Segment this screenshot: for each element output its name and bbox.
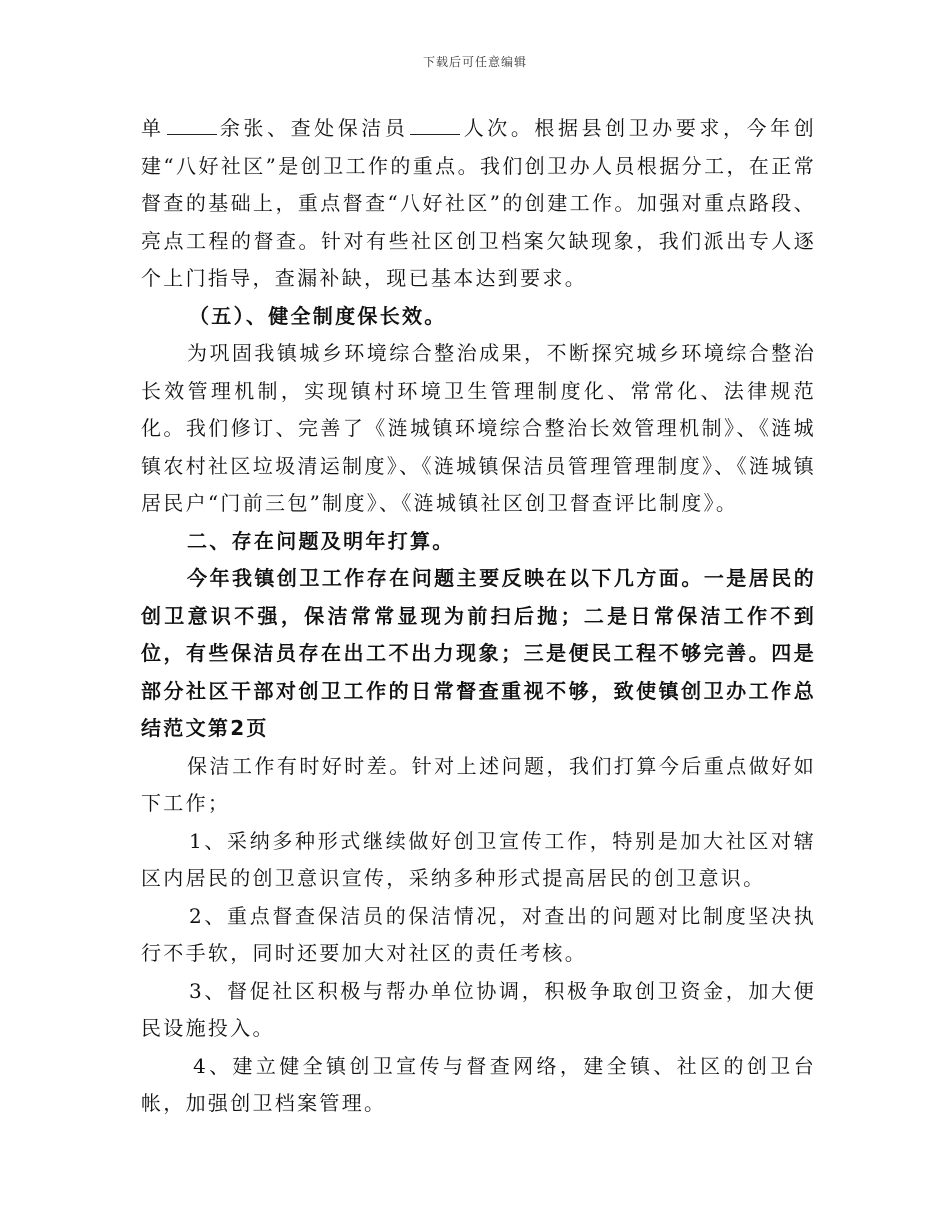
list-item-2: 2、重点督查保洁员的保洁情况，对查出的问题对比制度坚决执行不手软，同时还要加大对社区的责任考核。 — [141, 903, 816, 965]
list-item-1: 1、采纳多种形式继续做好创卫宣传工作，特别是加大社区对辖区内居民的创卫意识宣传，采纳多种形式提高居民的创卫意识。 — [141, 828, 816, 890]
paragraph-plan: 保洁工作有时好时差。针对上述问题，我们打算今后重点做好如下工作； — [141, 753, 816, 815]
document-body — [141, 110, 816, 1123]
section-heading-2: 二、存在问题及明年打算。 — [187, 528, 455, 553]
paragraph-system: 为巩固我镇城乡环境综合整治成果，不断探究城乡环境综合整治长效管理机制，实现镇村环境卫生管理制度化、常常化、法律规范化。我们修订、完善了《涟城镇环境综合整治长效管理机制》、《涟城镇农村社区垃圾清运制度》、《涟城镇保洁员管理管理制度》、《涟城镇居民户“门前三包”制度》、《涟城镇社区创卫督查评比制度》。 — [141, 341, 816, 515]
text-segment: 人次。根据县创卫办要求，今年创建“八好社区”是创卫工作的重点。我们创卫办人员根据分工，在正常督查的基础上，重点督查“八好社区”的创建工作。加强对重点路段、亮点工程的督查。针对有些社区创卫档案欠缺现象，我们派出专人逐个上门指导，查漏补缺，现已基本达到要求。 — [141, 116, 816, 290]
page-header: 下载后可任意编辑 — [422, 55, 527, 69]
section-heading-5: （五）、健全制度保长效。 — [189, 303, 447, 328]
list-item-4: 4、建立健全镇创卫宣传与督查网络，建全镇、社区的创卫台帐，加强创卫档案管理。 — [141, 1053, 816, 1115]
blank-underline — [167, 114, 217, 135]
list-item-3: 3、督促社区积极与帮办单位协调，积极争取创卫资金，加大便民设施投入。 — [141, 978, 816, 1040]
paragraph-problems: 今年我镇创卫工作存在问题主要反映在以下几方面。一是居民的创卫意识不强，保洁常常显现为前扫后抛；二是日常保洁工作不到位，有些保洁员存在出工不出力现象；三是便民工程不够完善。四是部分社区干部对创卫工作的日常督查重视不够，致使镇创卫办工作总结范文第2页 — [141, 566, 816, 740]
text-segment: 单 — [141, 116, 165, 140]
blank-underline — [410, 114, 460, 135]
paragraph-continued — [141, 110, 816, 298]
text-segment: 余张、查处保洁员 — [218, 116, 409, 140]
